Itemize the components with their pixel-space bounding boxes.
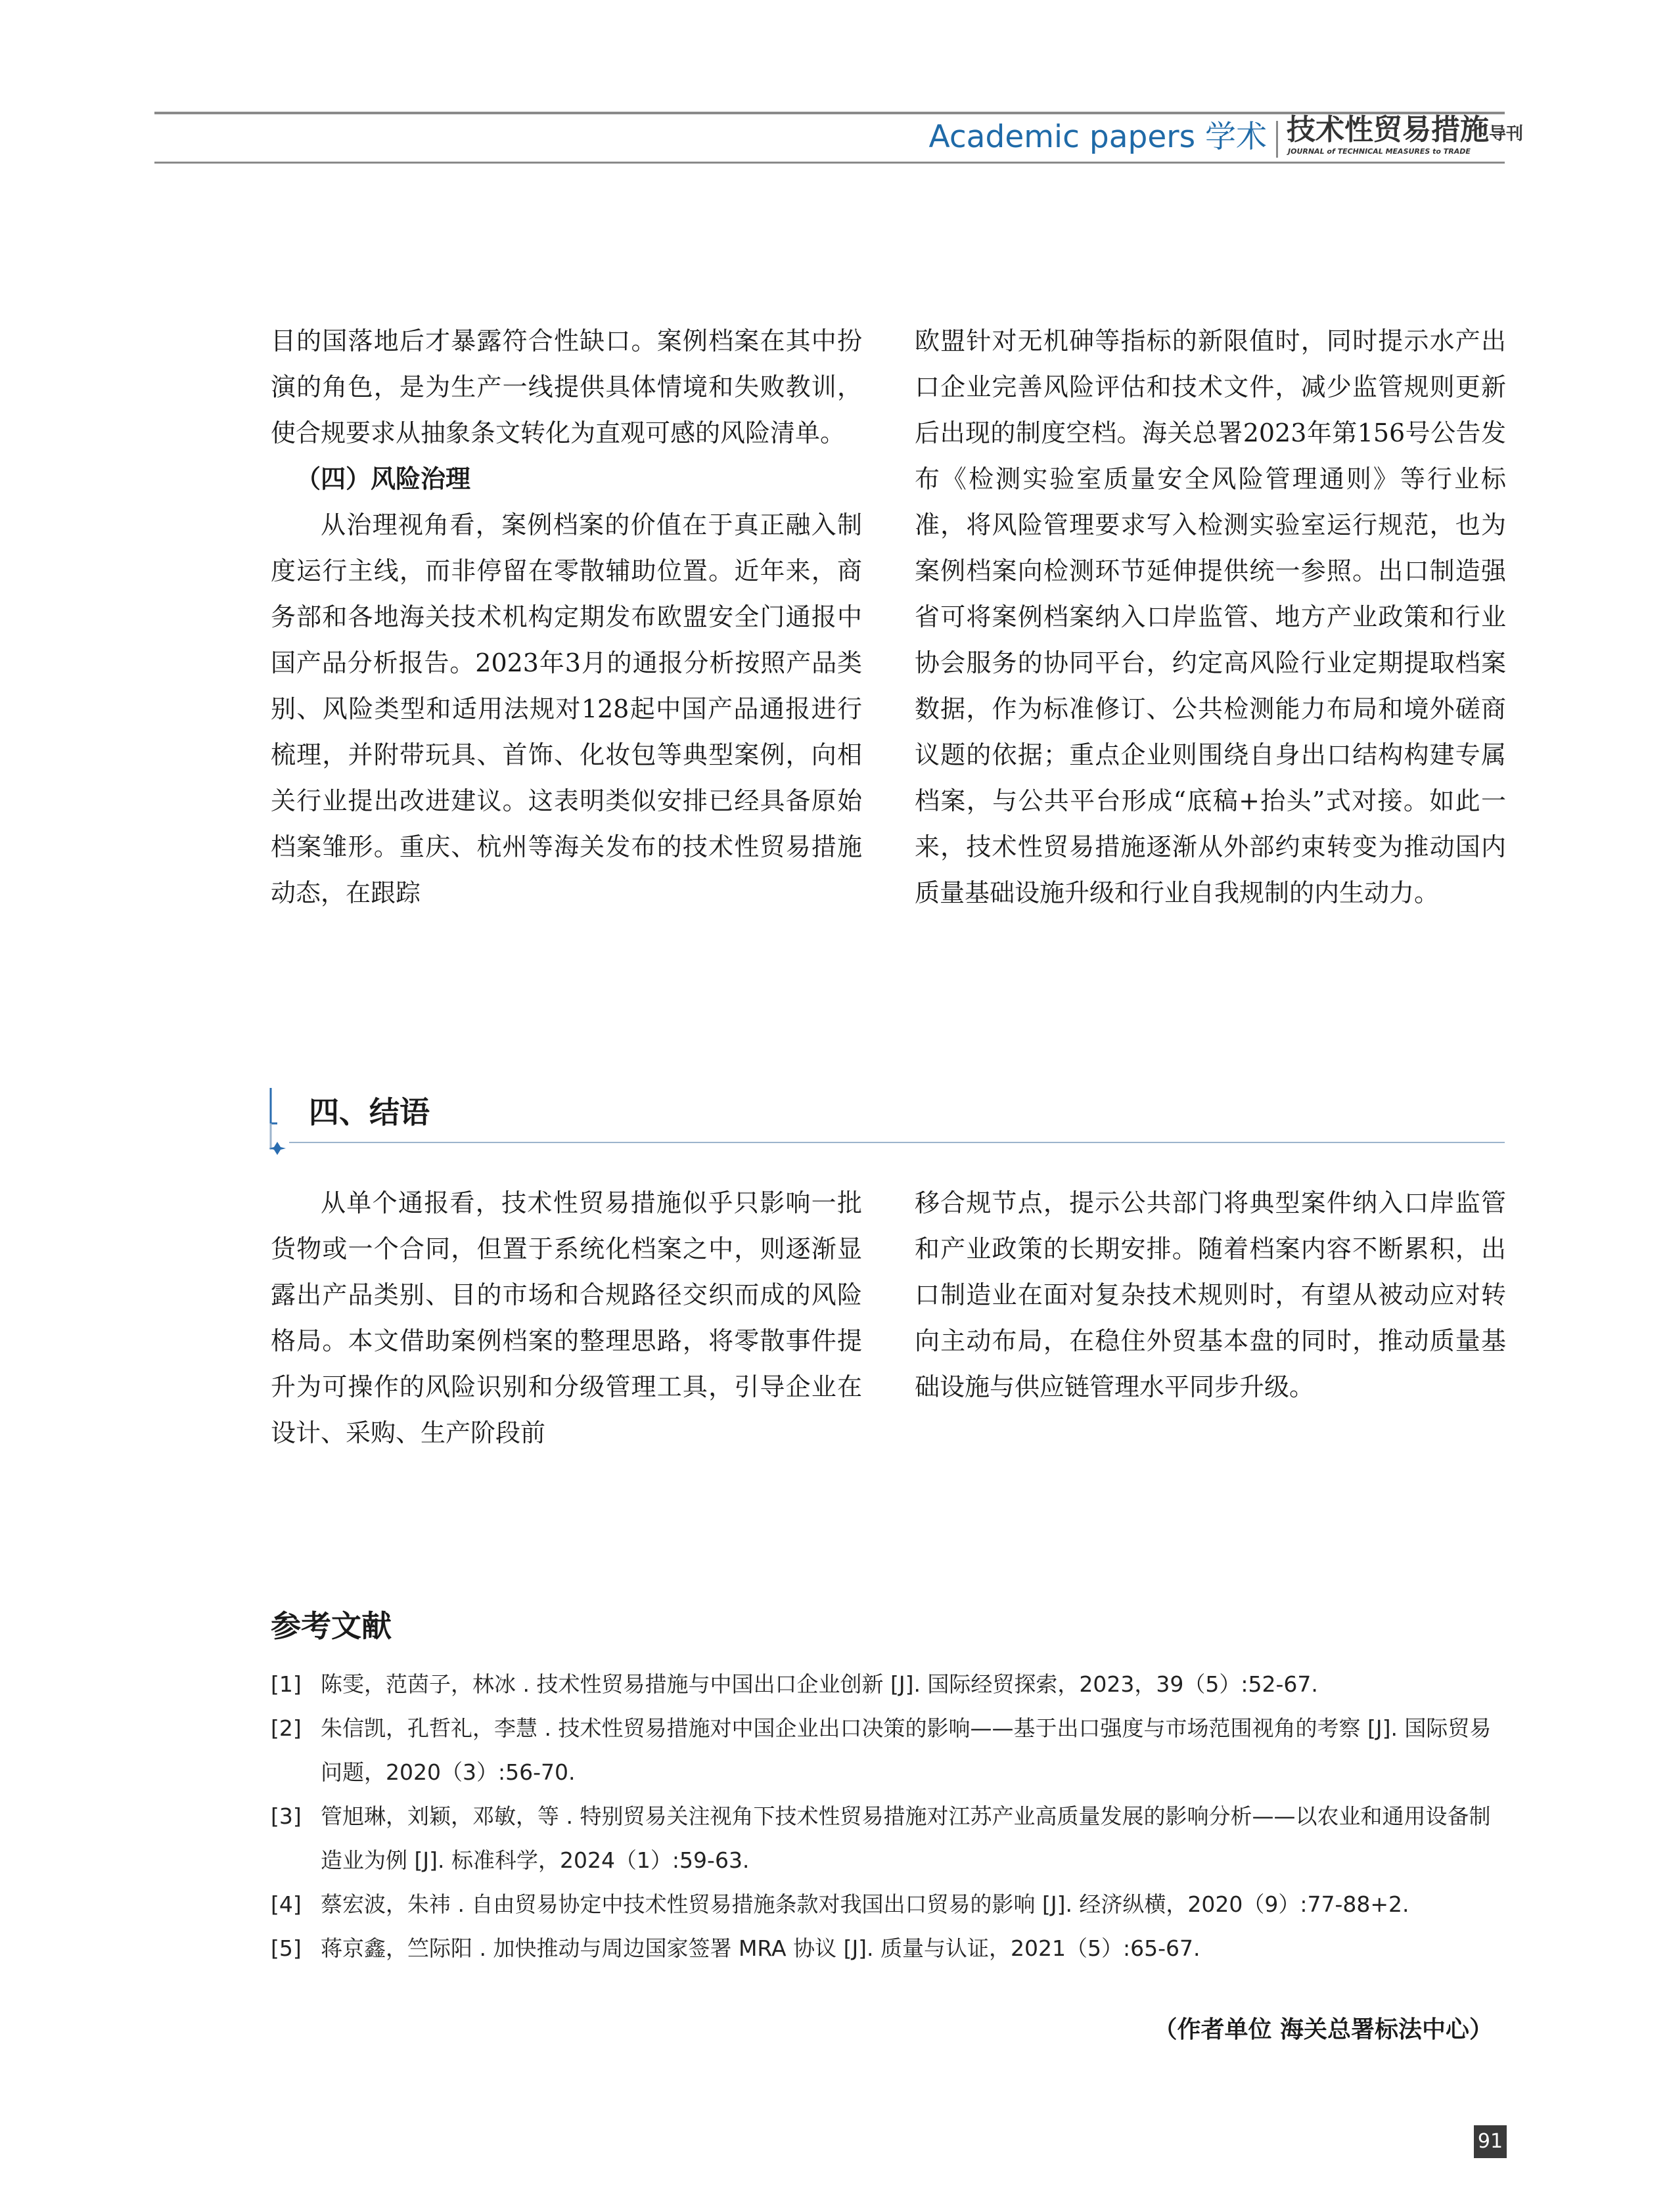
section-rule [289, 1142, 1505, 1143]
reference-number: [1] [271, 1671, 302, 1697]
references-title: 参考文献 [271, 1608, 392, 1644]
paragraph: 欧盟针对无机砷等指标的新限值时，同时提示水产出口企业完善风险评估和技术文件，减少监管规则更新后出现的制度空档。海关总署2023年第156号公告发布《检测实验室质量安全风险管理通则》等行业标准，将风险管理要求写入检测实验室运行规范，也为案例档案向检测环节延伸提供统一参照。出口制造强省可将案例档案纳入口岸监管、地方产业政策和行业协会服务的协同平台，约定高风险行业定期提取档案数据，作为标准修订、公共检测能力布局和境外磋商议题的依据；重点企业则围绕自身出口结构构建专属档案，与公共平台形成“底稿+抬头”式对接。如此一来，技术性贸易措施逐渐从外部约束转变为推动国内质量基础设施升级和行业自我规制的内生动力。 [915, 327, 1506, 907]
reference-text: 管旭琳，刘颖，邓敏，等 . 特别贸易关注视角下技术性贸易措施对江苏产业高质量发展的影响分析——以农业和通用设备制造业为例 [J]. 标准科学，2024（1）:59-63. [321, 1803, 1491, 1873]
author-unit: （作者单位 海关总署标法中心） [1153, 2016, 1493, 2043]
journal-logo-en: JOURNAL of TECHNICAL MEASURES to TRADE [1288, 147, 1471, 156]
reference-item [271, 1662, 1505, 1706]
lower-right-column [915, 1180, 1506, 1410]
header-section-label: Academic papers 学术 [928, 119, 1267, 155]
reference-text: 蔡宏波，朱祎 . 自由贸易协定中技术性贸易措施条款对我国出口贸易的影响 [J]. 经济纵横，2020（9）:77-88+2. [321, 1891, 1409, 1917]
paragraph: 移合规节点，提示公共部门将典型案件纳入口岸监管和产业政策的长期安排。随着档案内容不断累积，出口制造业在面对复杂技术规则时，有望从被动应对转向主动布局，在稳住外贸基本盘的同时，推动质量基础设施与供应链管理水平同步升级。 [915, 1188, 1506, 1401]
reference-item [271, 1706, 1505, 1794]
upper-left-column [271, 318, 862, 916]
paragraph: 从单个通报看，技术性贸易措施似乎只影响一批货物或一个合同，但置于系统化档案之中，则逐渐显露出产品类别、目的市场和合规路径交织而成的风险格局。本文借助案例档案的整理思路，将零散事件提升为可操作的风险识别和分级管理工具，引导企业在设计、采购、生产阶段前 [271, 1188, 862, 1447]
reference-text: 陈雯，范茵子，林冰 . 技术性贸易措施与中国出口企业创新 [J]. 国际经贸探索，2023，39（5）:52-67. [321, 1671, 1318, 1697]
reference-item [271, 1926, 1505, 1970]
page-number: 91 [1474, 2125, 1507, 2158]
section-title: 四、结语 [309, 1095, 430, 1130]
journal-logo-cn: 技术性贸易措施 [1287, 113, 1489, 147]
header-rule-bottom [154, 162, 1505, 164]
reference-item [271, 1882, 1505, 1926]
section-bracket-icon [263, 1084, 302, 1163]
references-list [271, 1662, 1505, 1970]
reference-number: [2] [271, 1715, 302, 1741]
upper-right-column [915, 318, 1506, 916]
reference-number: [4] [271, 1891, 302, 1917]
journal-logo-suffix: 导刊 [1489, 124, 1524, 144]
paragraph: 目的国落地后才暴露符合性缺口。案例档案在其中扮演的角色，是为生产一线提供具体情境和失败教训，使合规要求从抽象条文转化为直观可感的风险清单。 [271, 327, 862, 447]
reference-item [271, 1794, 1505, 1882]
reference-number: [5] [271, 1935, 302, 1961]
lower-left-column [271, 1180, 862, 1456]
header-separator [1276, 121, 1278, 158]
reference-text: 朱信凯，孔哲礼，李慧 . 技术性贸易措施对中国企业出口决策的影响——基于出口强度与市场范围视角的考察 [J]. 国际贸易问题，2020（3）:56-70. [321, 1715, 1492, 1785]
subsection-heading: （四）风险治理 [296, 464, 471, 493]
journal-logo [1287, 113, 1523, 147]
paragraph: 从治理视角看，案例档案的价值在于真正融入制度运行主线，而非停留在零散辅助位置。近年来，商务部和各地海关技术机构定期发布欧盟安全门通报中国产品分析报告。2023年3月的通报分析按照产品类别、风险类型和适用法规对128起中国产品通报进行梳理，并附带玩具、首饰、化妆包等典型案例，向相关行业提出改进建议。这表明类似安排已经具备原始档案雏形。重庆、杭州等海关发布的技术性贸易措施动态，在跟踪 [271, 510, 862, 907]
reference-number: [3] [271, 1803, 302, 1829]
reference-text: 蒋京鑫，竺际阳 . 加快推动与周边国家签署 MRA 协议 [J]. 质量与认证，2021（5）:65-67. [321, 1935, 1200, 1961]
